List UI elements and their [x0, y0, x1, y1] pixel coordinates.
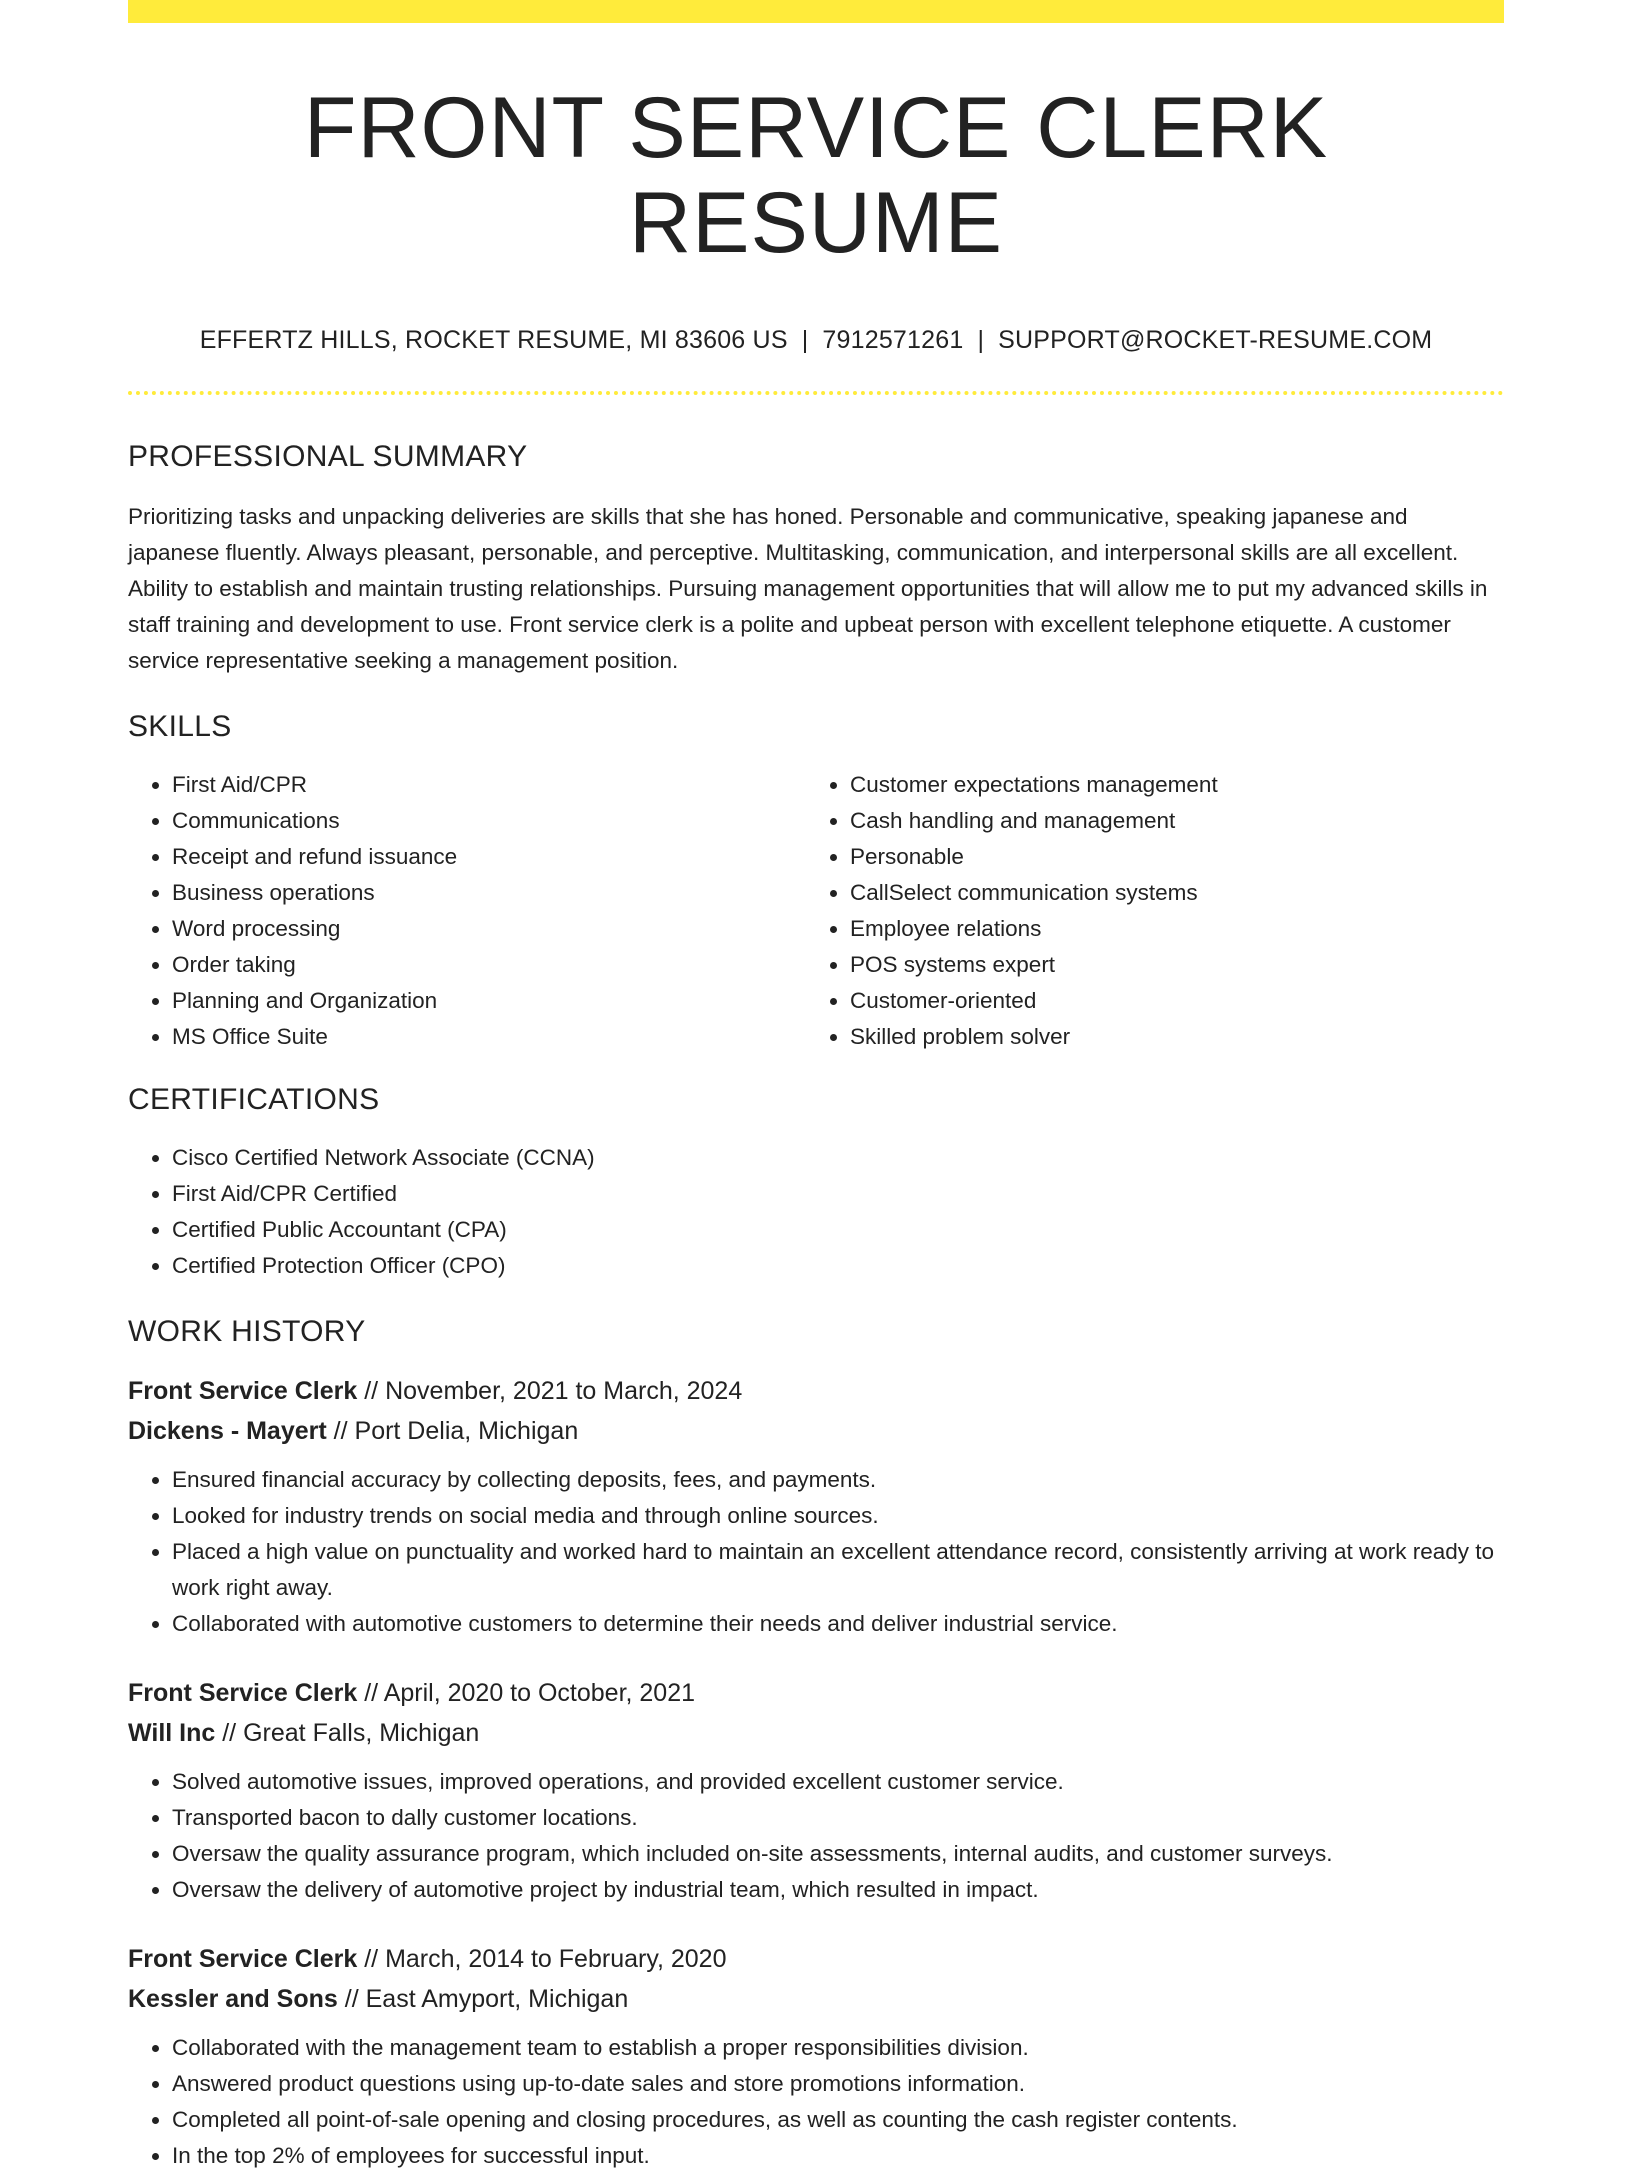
job-entry: [128, 1673, 1504, 1908]
certification-item: • Certified Public Accountant (CPA): [172, 1212, 1504, 1248]
certification-item: • First Aid/CPR Certified: [172, 1176, 1504, 1212]
skills-list-right: [806, 767, 1484, 1055]
job-bullet: • Collaborated with automotive customers to determine their needs and deliver industrial service.: [172, 1606, 1504, 1642]
job-bullet: • Looked for industry trends on social media and through online sources.: [172, 1498, 1504, 1534]
certification-item: • Certified Protection Officer (CPO): [172, 1248, 1504, 1284]
job-company: Will Inc: [128, 1719, 216, 1748]
skill-item: • Receipt and refund issuance: [172, 839, 806, 875]
contact-info: [128, 326, 1504, 355]
job-divider: //: [364, 1679, 379, 1708]
skills-heading: SKILLS: [128, 710, 232, 744]
skill-item: • Personable: [850, 839, 1484, 875]
skill-item: • Business operations: [172, 875, 806, 911]
contact-email: SUPPORT@ROCKET-RESUME.COM: [998, 326, 1433, 355]
skills-list-left: [128, 767, 806, 1055]
job-bullet: • Placed a high value on punctuality and worked hard to maintain an excellent attendance record, consistently arriving at work ready to work right away.: [172, 1534, 1504, 1606]
job-divider: //: [344, 1985, 359, 2014]
job-bullets: [128, 1462, 1504, 1642]
summary-heading: PROFESSIONAL SUMMARY: [128, 440, 528, 474]
job-dates: March, 2014 to February, 2020: [385, 1945, 727, 1974]
job-bullets: [128, 2030, 1504, 2174]
certifications-heading: CERTIFICATIONS: [128, 1083, 380, 1117]
contact-separator: |: [801, 326, 809, 355]
resume-title: FRONT SERVICE CLERK RESUME: [303, 80, 1329, 271]
contact-separator: |: [977, 326, 985, 355]
job-dates: November, 2021 to March, 2024: [385, 1377, 743, 1406]
job-divider: //: [333, 1417, 348, 1446]
skill-item: • Employee relations: [850, 911, 1484, 947]
skill-item: • MS Office Suite: [172, 1019, 806, 1055]
resume-page: [128, 0, 1504, 2174]
summary-text: Prioritizing tasks and unpacking deliveries are skills that she has honed. Personable and communicative, speaking japanese and japanese fluently. Always pleasant, personable, and perceptive. Multitasking, communication, and interpersonal skills are all excellent. Ability to establish and maintain trusting relationships. Pursuing management opportunities that will allow me to put my advanced skills in staff training and development to use. Front service clerk is a polite and upbeat person with excellent telephone etiquette. A customer service representative seeking a management position.: [128, 504, 1488, 674]
job-divider: //: [222, 1719, 237, 1748]
job-entry: [128, 1371, 1504, 1642]
work-history-heading: WORK HISTORY: [128, 1315, 366, 1349]
job-location: East Amyport, Michigan: [365, 1985, 629, 2014]
job-title-line: [128, 1371, 1504, 1411]
job-bullet: • Oversaw the delivery of automotive project by industrial team, which resulted in impact.: [172, 1872, 1504, 1908]
job-location: Great Falls, Michigan: [243, 1719, 480, 1748]
job-company-line: [128, 1979, 1504, 2019]
skill-item: • Communications: [172, 803, 806, 839]
job-entry: [128, 1939, 1504, 2174]
skill-item: • Skilled problem solver: [850, 1019, 1484, 1055]
skill-item: • Word processing: [172, 911, 806, 947]
certification-item: • Cisco Certified Network Associate (CCNA): [172, 1140, 1504, 1176]
job-title: Front Service Clerk: [128, 1679, 358, 1708]
job-bullet: • Completed all point-of-sale opening and closing procedures, as well as counting the cash register contents.: [172, 2102, 1504, 2138]
certifications-list: [128, 1140, 1504, 1284]
job-title-line: [128, 1673, 1504, 1713]
skills-grid: [128, 767, 1504, 1055]
skill-item: • POS systems expert: [850, 947, 1484, 983]
job-bullet: • In the top 2% of employees for successful input.: [172, 2138, 1504, 2174]
job-divider: //: [364, 1377, 379, 1406]
top-accent-bar: [128, 0, 1504, 23]
job-bullet: • Ensured financial accuracy by collecting deposits, fees, and payments.: [172, 1462, 1504, 1498]
skill-item: • Order taking: [172, 947, 806, 983]
dotted-divider: [128, 391, 1504, 395]
job-divider: //: [364, 1945, 379, 1974]
job-bullet: • Collaborated with the management team to establish a proper responsibilities division.: [172, 2030, 1504, 2066]
job-company-line: [128, 1411, 1504, 1451]
job-bullets: [128, 1764, 1504, 1908]
skill-item: • Planning and Organization: [172, 983, 806, 1019]
skill-item: • CallSelect communication systems: [850, 875, 1484, 911]
job-company-line: [128, 1713, 1504, 1753]
job-title: Front Service Clerk: [128, 1945, 358, 1974]
job-dates: April, 2020 to October, 2021: [383, 1679, 696, 1708]
job-bullet: • Oversaw the quality assurance program, which included on-site assessments, internal audits, and customer surveys.: [172, 1836, 1504, 1872]
job-title: Front Service Clerk: [128, 1377, 358, 1406]
job-bullet: • Answered product questions using up-to-date sales and store promotions information.: [172, 2066, 1504, 2102]
contact-phone: 7912571261: [822, 326, 964, 355]
job-bullet: • Solved automotive issues, improved operations, and provided excellent customer service.: [172, 1764, 1504, 1800]
job-location: Port Delia, Michigan: [354, 1417, 579, 1446]
skill-item: • First Aid/CPR: [172, 767, 806, 803]
job-bullet: • Transported bacon to dally customer locations.: [172, 1800, 1504, 1836]
job-company: Dickens - Mayert: [128, 1417, 327, 1446]
skill-item: • Cash handling and management: [850, 803, 1484, 839]
skill-item: • Customer-oriented: [850, 983, 1484, 1019]
skill-item: • Customer expectations management: [850, 767, 1484, 803]
job-title-line: [128, 1939, 1504, 1979]
contact-address: EFFERTZ HILLS, ROCKET RESUME, MI 83606 US: [199, 326, 788, 355]
job-company: Kessler and Sons: [128, 1985, 338, 2014]
